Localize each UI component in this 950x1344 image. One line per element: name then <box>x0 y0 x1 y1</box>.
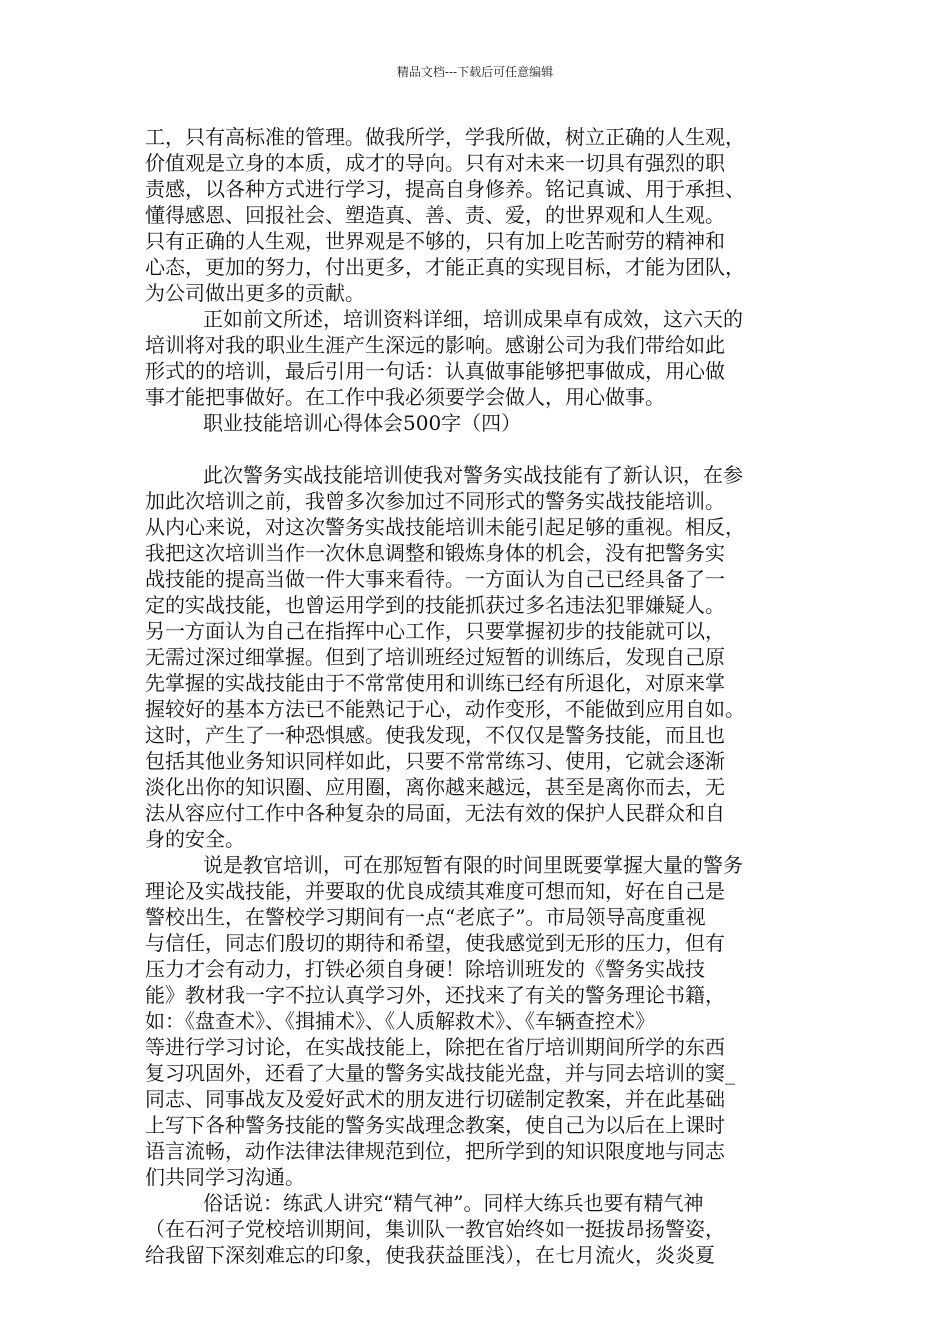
text-line: 只有正确的人生观，世界观是不够的，只有加上吃苦耐劳的精神和 <box>145 229 725 253</box>
text-line: 身的安全。 <box>145 827 245 851</box>
paragraph <box>145 852 817 1190</box>
text-line: 如：《盘查术》、《揖捕术》、《人质解救术》、《车辆查控术》 <box>145 1009 655 1033</box>
text-line: 语言流畅，动作法律法律规范到位，把所学到的知识限度地与同志 <box>145 1139 725 1163</box>
text-line: 事才能把事做好。在工作中我必须要学会做人，用心做事。 <box>145 385 665 409</box>
page-header: 精品文档---下载后可任意编辑 <box>396 65 554 79</box>
text-line: 压力才会有动力，打铁必须自身硬！除培训班发的《警务实战技 <box>145 957 705 981</box>
text-line: 此次警务实战技能培训使我对警务实战技能有了新认识，在参 <box>203 463 743 487</box>
text-line: 能》教材我一字不拉认真学习外，还找来了有关的警务理论书籍， <box>145 983 725 1007</box>
text-line: 上写下各种警务技能的警务实战理念教案，使自己为以后在上课时 <box>145 1113 725 1137</box>
text-line: 淡化出你的知识圈、应用圈，离你越来越远，甚至是离你而去，无 <box>145 775 725 799</box>
paragraph <box>145 462 817 852</box>
text-line: 责感，以各种方式进行学习，提高自身修养。铭记真诚、用于承担、 <box>145 177 745 201</box>
text-line: 与信任，同志们殷切的期待和希望，使我感觉到无形的压力，但有 <box>145 931 725 955</box>
text-line: 心态，更加的努力，付出更多，才能正真的实现目标，才能为团队， <box>145 255 745 279</box>
text-line: 战技能的提高当做一件大事来看待。一方面认为自己已经具备了一 <box>145 567 725 591</box>
text-line: 从内心来说，对这次警务实战技能培训未能引起足够的重视。相反， <box>145 515 745 539</box>
text-line: 工，只有高标准的管理。做我所学，学我所做，树立正确的人生观， <box>145 125 745 149</box>
text-line: 加此次培训之前，我曾多次参加过不同形式的警务实战技能培训。 <box>145 489 725 513</box>
text-line: （在石河子党校培训期间，集训队一教官始终如一挺拔昂扬警姿， <box>145 1217 725 1241</box>
text-line: 俗话说：练武人讲究“精气神”。同样大练兵也要有精气神 <box>203 1191 704 1215</box>
text-line: 这时，产生了一种恐惧感。使我发现，不仅仅是警务技能，而且也 <box>145 723 725 747</box>
text-line: 为公司做出更多的贡献。 <box>145 281 365 305</box>
text-line: 警校出生，在警校学习期间有一点“老底子”。市局领导高度重视 <box>145 905 706 929</box>
paragraph <box>145 124 817 306</box>
text-line: 形式的的培训，最后引用一句话：认真做事能够把事做成，用心做 <box>145 359 725 383</box>
paragraph <box>145 1190 817 1268</box>
text-line: 懂得感恩、回报社会、塑造真、善、责、爱，的世界观和人生观。 <box>145 203 725 227</box>
text-line: 先掌握的实战技能由于不常常使用和训练已经有所退化，对原来掌 <box>145 671 725 695</box>
text-line: 定的实战技能，也曾运用学到的技能抓获过多名违法犯罪嫌疑人。 <box>145 593 725 617</box>
text-line: 价值观是立身的本质，成才的导向。只有对未来一切具有强烈的职 <box>145 151 725 175</box>
blank-line <box>145 436 817 462</box>
text-line: 给我留下深刻难忘的印象，使我获益匪浅），在七月流火，炎炎夏 <box>145 1243 715 1267</box>
paragraph <box>145 306 817 410</box>
text-line: 握较好的基本方法已不能熟记于心，动作变形，不能做到应用自如。 <box>145 697 745 721</box>
text-line <box>145 436 817 462</box>
text-line: 复习巩固外，还看了大量的警务实战技能光盘，并与同去培训的窦_ <box>145 1061 735 1085</box>
text-line: 们共同学习沟通。 <box>145 1165 305 1189</box>
text-line: 培训将对我的职业生涯产生深远的影响。感谢公司为我们带给如此 <box>145 333 725 357</box>
text-line: 正如前文所述，培训资料详细，培训成果卓有成效，这六天的 <box>203 307 743 331</box>
section-heading <box>145 410 817 436</box>
text-line: 职业技能培训心得体会500字（四） <box>203 411 522 435</box>
text-line: 包括其他业务知识同样如此，只要不常常练习、使用，它就会逐渐 <box>145 749 725 773</box>
text-line: 法从容应付工作中各种复杂的局面，无法有效的保护人民群众和自 <box>145 801 725 825</box>
text-line: 我把这次培训当作一次休息调整和锻炼身体的机会，没有把警务实 <box>145 541 725 565</box>
text-line: 另一方面认为自己在指挥中心工作，只要掌握初步的技能就可以， <box>145 619 725 643</box>
document-body <box>145 124 817 1268</box>
text-line: 同志、同事战友及爱好武术的朋友进行切磋制定教案，并在此基础 <box>145 1087 725 1111</box>
text-line: 理论及实战技能，并要取的优良成绩其难度可想而知，好在自己是 <box>145 879 725 903</box>
text-line: 等进行学习讨论，在实战技能上，除把在省厅培训期间所学的东西 <box>145 1035 725 1059</box>
text-line: 无需过深过细掌握。但到了培训班经过短暂的训练后，发现自己原 <box>145 645 725 669</box>
text-line: 说是教官培训，可在那短暂有限的时间里既要掌握大量的警务 <box>203 853 743 877</box>
